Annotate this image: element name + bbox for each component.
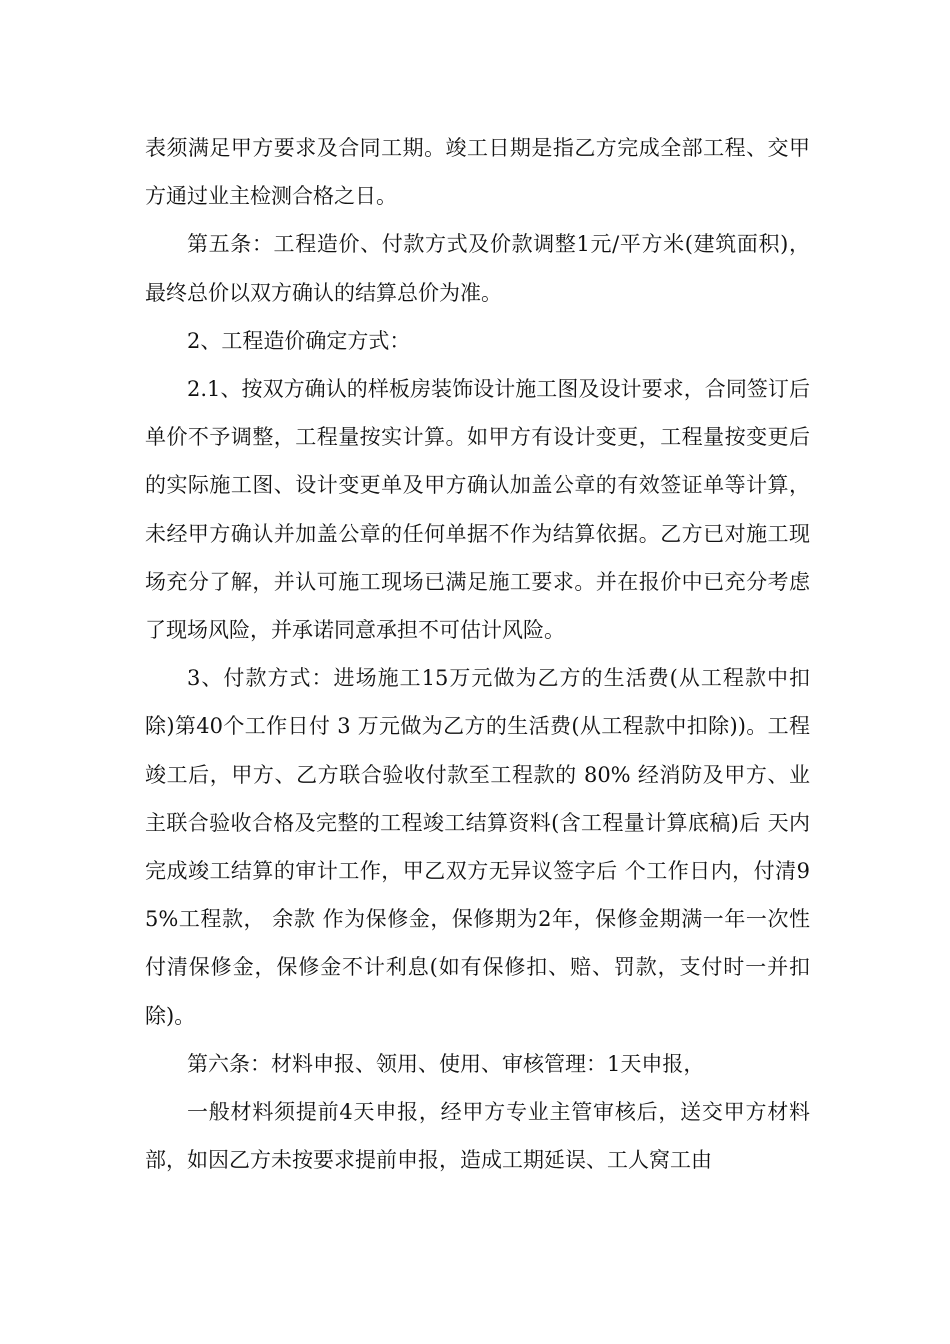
paragraph-price-method-detail: 2.1、按双方确认的样板房装饰设计施工图及设计要求，合同签订后单价不予调整，工程量按实计算。如甲方有设计变更，工程量按变更后的实际施工图、设计变更单及甲方确认加盖公章的有效签证单等计算，未经甲方确认并加盖公章的任何单据不作为结算依据。乙方已对施工现场充分了解，并认可施工现场已满足施工要求。并在报价中已充分考虑了现场风险，并承诺同意承担不可估计风险。 xyxy=(145,377,810,643)
paragraph-completion-date: 表须满足甲方要求及合同工期。竣工日期是指乙方完成全部工程、交甲方通过业主检测合格之日。 xyxy=(145,136,810,209)
document-body xyxy=(145,124,810,1184)
paragraph-article-six: 第六条：材料申报、领用、使用、审核管理：1天申报， xyxy=(187,1051,705,1076)
paragraph-payment-method: 3、付款方式：进场施工15万元做为乙方的生活费(从工程款中扣除)第40个工作日付 3 万元做为乙方的生活费(从工程款中扣除))。工程竣工后，甲方、乙方联合验收付款至工程款的 80% 经消防及甲方、业主联合验收合格及完整的工程竣工结算资料(含工程量计算底稿)后 天内完成竣工结算的审计工作，甲乙双方无异议签字后 个工作日内，付清95%工程款， 余款 作为保修金，保修期为2年，保修金期满一年一次性付清保修金，保修金不计利息(如有保修扣、赔、罚款，支付时一并扣除)。 xyxy=(145,666,810,1028)
paragraph-article-five: 第五条：工程造价、付款方式及价款调整1元/平方米(建筑面积)，最终总价以双方确认的结算总价为准。 xyxy=(145,232,810,305)
paragraph-material-application: 一般材料须提前4天申报，经甲方专业主管审核后，送交甲方材料部，如因乙方未按要求提前申报，造成工期延误、工人窝工由 xyxy=(145,1100,810,1173)
paragraph-price-method: 2、工程造价确定方式： xyxy=(187,328,411,353)
